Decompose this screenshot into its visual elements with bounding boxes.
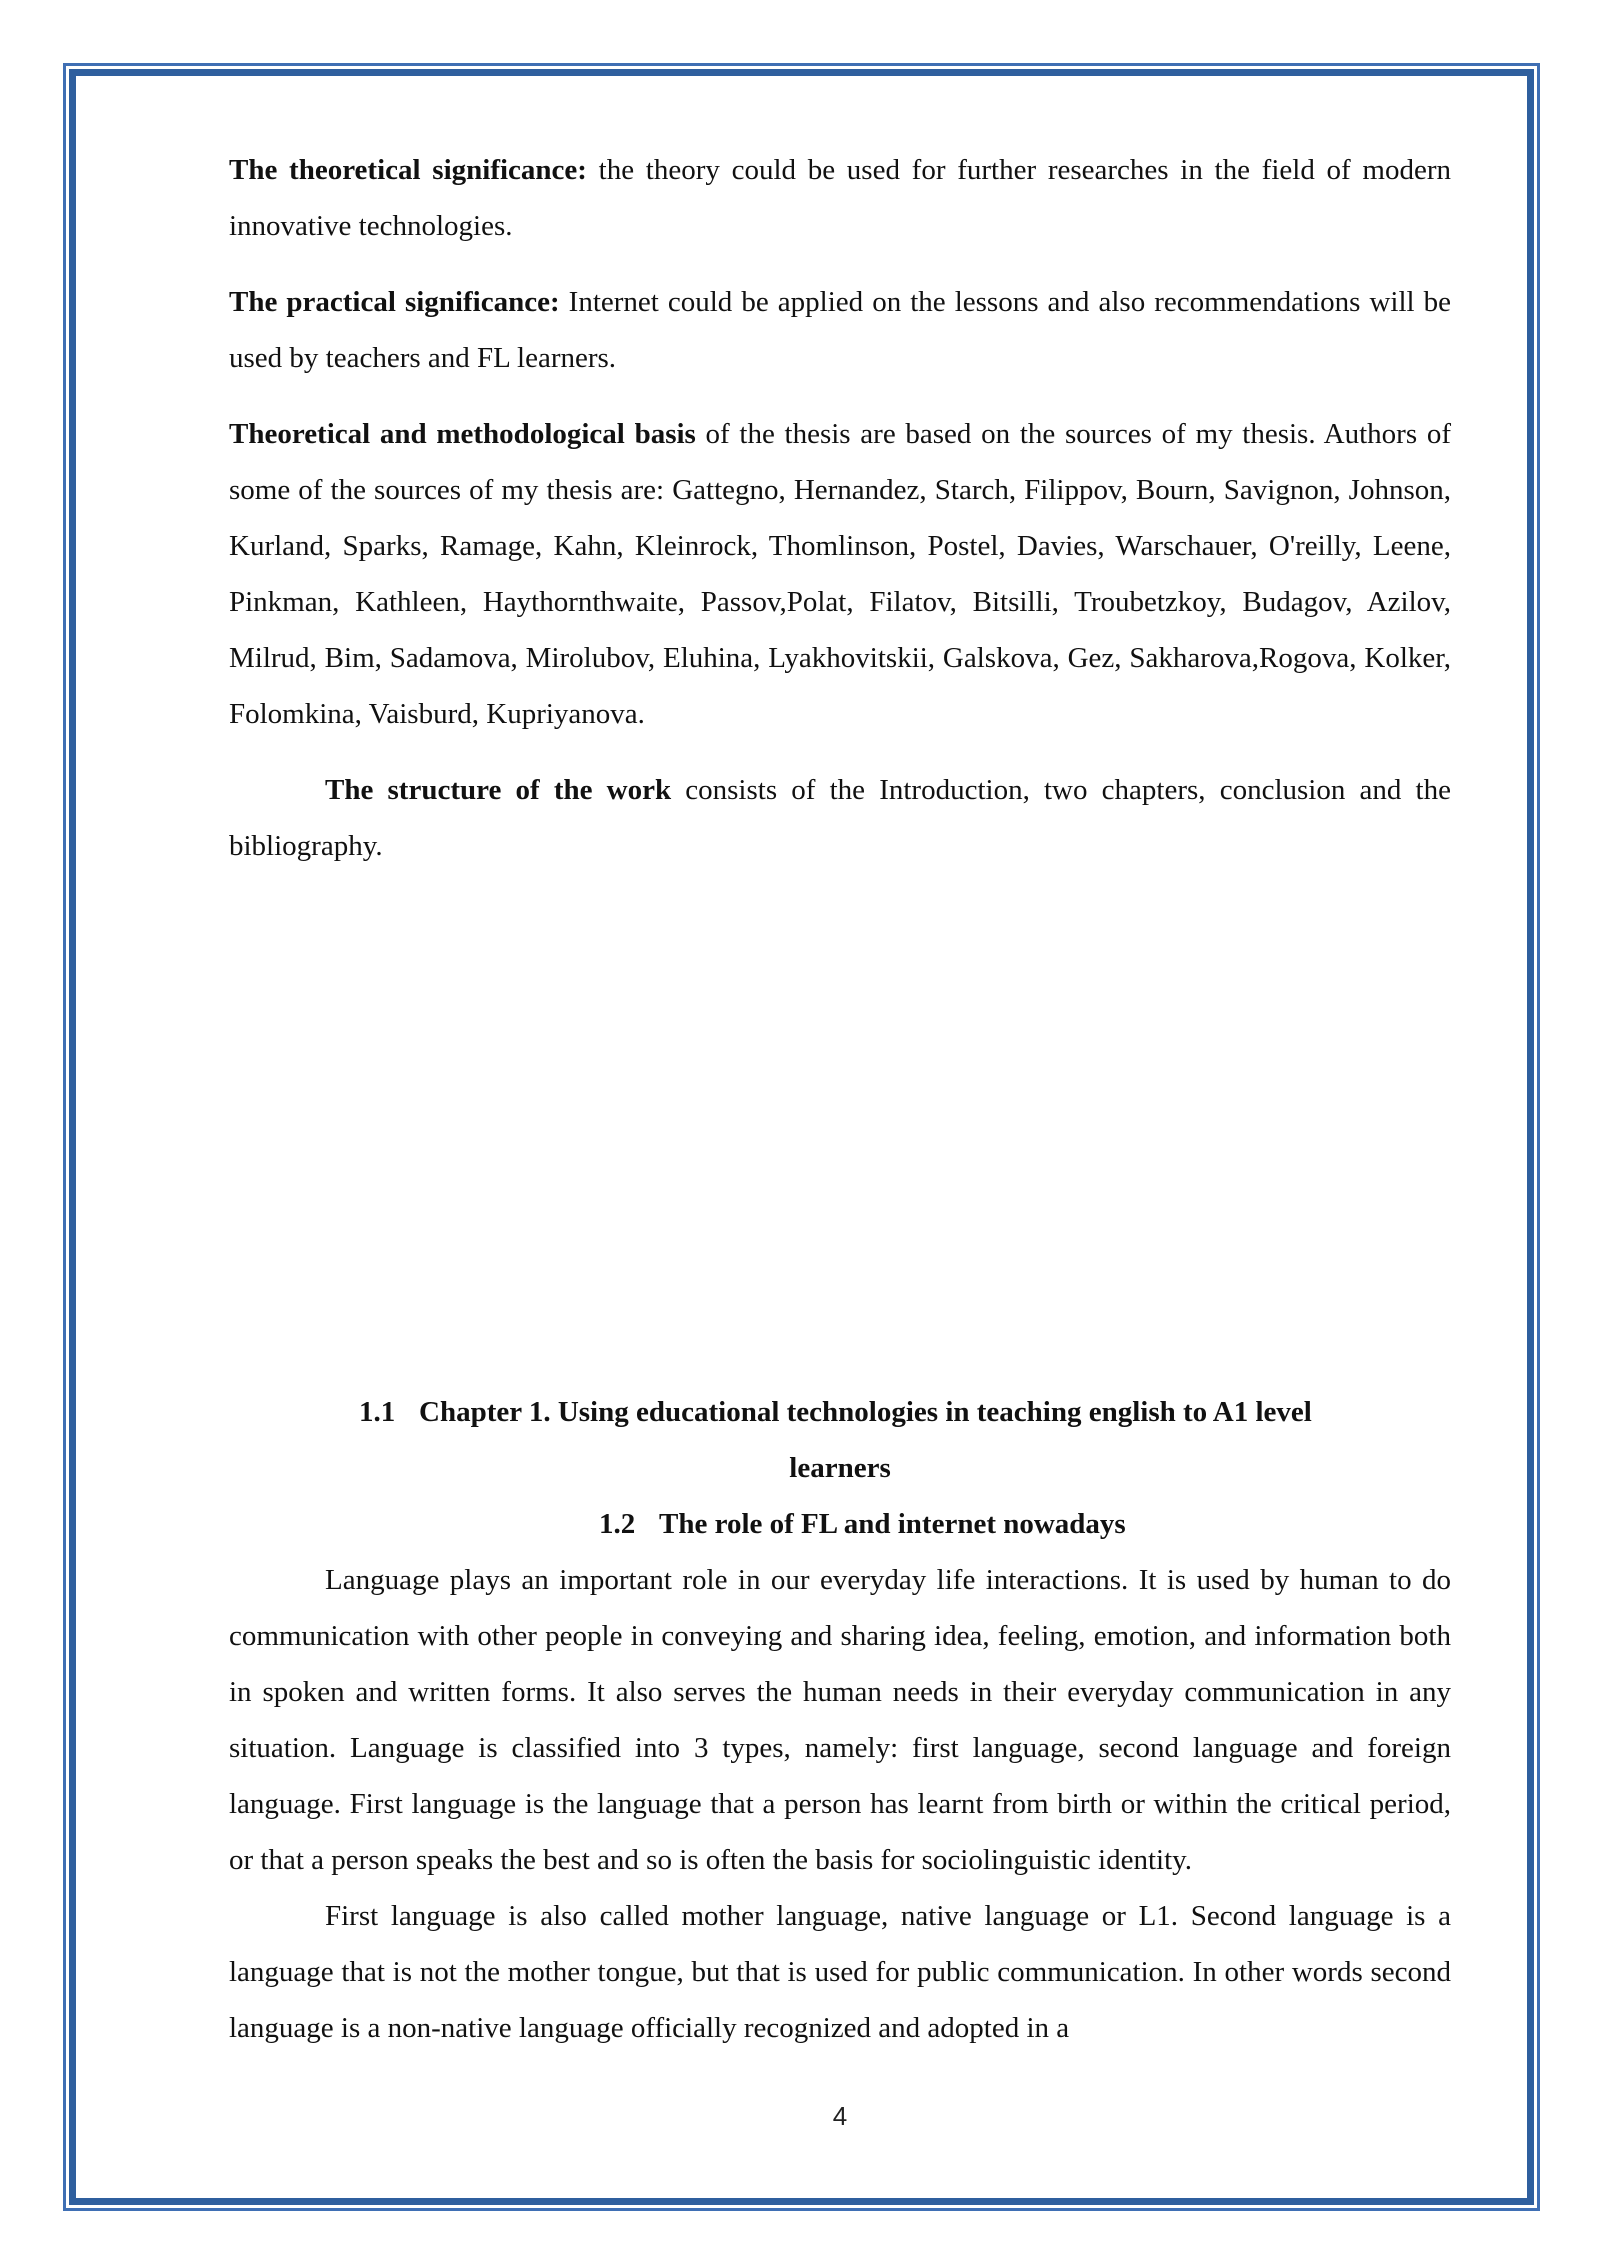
methodological-basis-label: Theoretical and methodological basis xyxy=(229,418,696,450)
section-title: The role of FL and internet nowadays xyxy=(659,1508,1126,1540)
page-number: 4 xyxy=(832,2101,848,2131)
chapter-section xyxy=(229,1384,1451,2056)
chapter-heading xyxy=(229,1384,1451,1440)
body-paragraph-1: Language plays an important role in our everyday life interactions. It is used by human to do communication with other people in conveying and sharing idea, feeling, emotion, and information both in spoken and written forms. It also serves the human needs in their everyday communication in any situation. Language is classified into 3 types, namely: first language, second language and foreign language. First language is the language that a person has learnt from birth or within the critical period, or that a person speaks the best and so is often the basis for sociolinguistic identity. xyxy=(229,1564,1451,1876)
work-structure-paragraph xyxy=(229,762,1451,874)
practical-significance-paragraph xyxy=(229,274,1451,386)
practical-significance-label: The practical significance: xyxy=(229,286,560,318)
methodological-basis-paragraph xyxy=(229,406,1451,742)
work-structure-text: consists of the Introduction, two chapters, conclusion and the bibliography. xyxy=(229,774,1451,862)
methodological-basis-text: of the thesis are based on the sources of my thesis. Authors of some of the sources of my thesis are: Gattegno, Hernandez, Starch, Filippov, Bourn, Savignon, Johnson, Kurland, Sparks, Ramage, Kahn, Kleinrock, Thomlinson, Postel, Davies, Warschauer, O'reilly, Leene, Pinkman, Kathleen, Haythornthwaite, Passov,Polat, Filatov, Bitsilli, Troubetzkoy, Budagov, Azilov, Milrud, Bim, Sadamova, Mirolubov, Eluhina, Lyakhovitskii, Galskova, Gez, Sakharova,Rogova, Kolker, Folomkina, Vaisburd, Kupriyanova. xyxy=(229,418,1451,730)
section-number: 1.2 xyxy=(599,1508,636,1540)
section-heading xyxy=(229,1496,1451,1552)
chapter-title-line1: Chapter 1. Using educational technologies in teaching english to A1 level xyxy=(419,1396,1312,1428)
document-body-top xyxy=(229,142,1451,874)
chapter-title-line2: learners xyxy=(789,1452,891,1484)
work-structure-label: The structure of the work xyxy=(325,774,672,806)
chapter-number: 1.1 xyxy=(359,1396,396,1428)
body-paragraph-2: First language is also called mother language, native language or L1. Second language is a language that is not the mother tongue, but that is used for public communication. In other words second language is a non-native language officially recognized and adopted in a xyxy=(229,1900,1451,2044)
theoretical-significance-label: The theoretical significance: xyxy=(229,154,587,186)
theoretical-significance-text: the theory could be used for further researches in the field of modern innovative technologies. xyxy=(229,154,1451,242)
theoretical-significance-paragraph xyxy=(229,142,1451,254)
practical-significance-text: Internet could be applied on the lessons and also recommendations will be used by teachers and FL learners. xyxy=(229,286,1451,374)
